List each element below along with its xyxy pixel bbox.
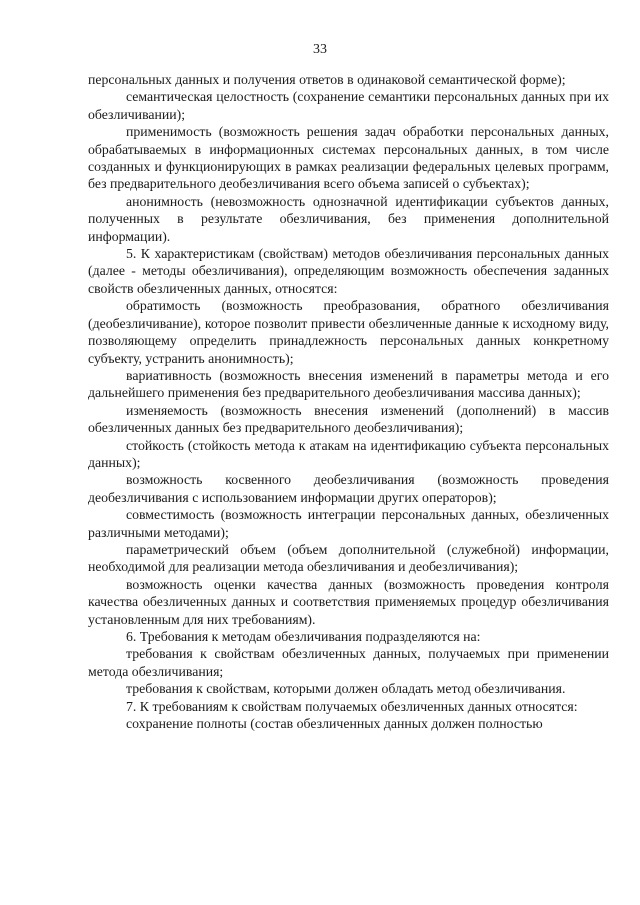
paragraph-parametric-volume: параметрический объем (объем дополнительной (служебной) информации, необходимой для реализации метода обезличивания и деобезличивания);	[88, 541, 609, 575]
paragraph-compatibility: совместимость (возможность интеграции персональных данных, обезличенных различными методами);	[88, 507, 609, 540]
paragraph-continuation: персональных данных и получения ответов в одинаковой семантической форме);	[88, 72, 566, 87]
paragraph-robustness: стойкость (стойкость метода к атакам на идентификацию субъекта персональных данных);	[88, 437, 609, 470]
paragraph-applicability: применимость (возможность решения задач обработки персональных данных, обрабатываемых в информационных системах персональных данных, в том числе созданных и функционирующих в рамках реализации федеральных целевых программ, без предварительного деобезличивания всего объема записей о субъектах);	[88, 124, 609, 192]
paragraph-item-6: 6. Требования к методам обезличивания подразделяются на:	[126, 629, 481, 644]
document-body	[88, 71, 609, 732]
paragraph-item-7: 7. К требованиям к свойствам получаемых обезличенных данных относятся:	[126, 698, 578, 714]
paragraph-anonymity: анонимность (невозможность однозначной идентификации субъектов данных, полученных в результате обезличивания, без применения дополнительной информации).	[88, 193, 609, 244]
paragraph-requirements-method: требования к свойствам, которыми должен обладать метод обезличивания.	[126, 681, 566, 697]
paragraph-reversibility: обратимость (возможность преобразования, обратного обезличивания (деобезличивание), которое позволит привести обезличенные данные к исходному виду, позволяющему определить принадлежность персональных данных конкретному субъекту, устранить анонимность);	[88, 298, 609, 366]
paragraph-mutability: изменяемость (возможность внесения изменений (дополнений) в массив обезличенных данных без предварительного деобезличивания);	[88, 402, 609, 436]
paragraph-indirect-deanonymization: возможность косвенного деобезличивания (возможность проведения деобезличивания с использованием информации других операторов);	[88, 472, 609, 505]
paragraph-variability: вариативность (возможность внесения изменений в параметры метода и его дальнейшего применения без предварительного деобезличивания массива данных);	[88, 367, 609, 401]
paragraph-item-5: 5. К характеристикам (свойствам) методов обезличивания персональных данных (далее - методы обезличивания), определяющим возможность обеспечения заданных свойств обезличенных данных, относятся:	[88, 246, 609, 296]
paragraph-semantic-integrity: семантическая целостность (сохранение семантики персональных данных при их обезличивании);	[88, 89, 609, 122]
paragraph-requirements-data: требования к свойствам обезличенных данных, получаемых при применении метода обезличивания;	[88, 646, 609, 679]
paragraph-completeness: сохранение полноты (состав обезличенных данных должен полностью	[126, 716, 543, 732]
paragraph-quality-assessment: возможность оценки качества данных (возможность проведения контроля качества обезличенных данных и соответствия применяемых процедур обезличивания установленным для них требованиям).	[88, 576, 609, 627]
page-number: 33	[313, 42, 327, 57]
